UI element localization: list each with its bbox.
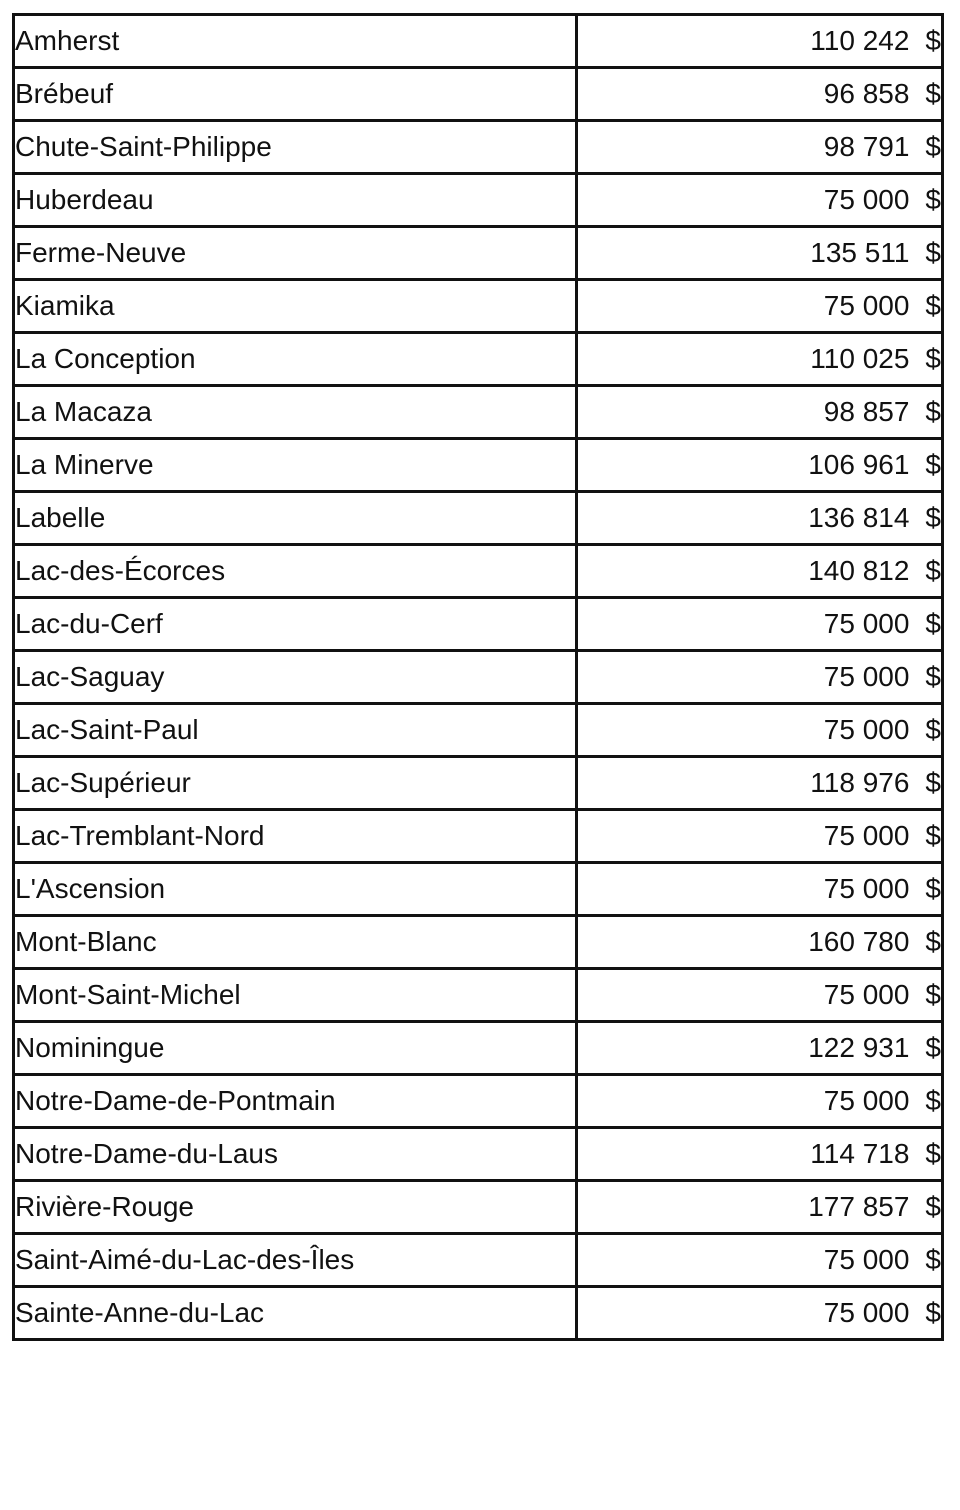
amount-value: 118 976: [810, 767, 910, 798]
municipality-name-cell: Brébeuf: [14, 68, 577, 121]
municipality-name-cell: Chute-Saint-Philippe: [14, 121, 577, 174]
amount-value: 140 812: [808, 555, 910, 586]
municipality-name-cell: La Minerve: [14, 439, 577, 492]
amount-cell: [577, 545, 943, 598]
table-row: [14, 121, 943, 174]
amount-value: 75 000: [823, 1085, 910, 1116]
table-row: [14, 227, 943, 280]
municipality-name-cell: Ferme-Neuve: [14, 227, 577, 280]
amount-cell: [577, 492, 943, 545]
currency-symbol: $: [925, 767, 941, 798]
municipality-name-cell: Lac-Supérieur: [14, 757, 577, 810]
currency-symbol: $: [925, 237, 941, 268]
amount-value: 135 511: [810, 237, 910, 268]
currency-symbol: $: [925, 78, 941, 109]
amount-value: 106 961: [808, 449, 910, 480]
amount-value: 177 857: [808, 1191, 910, 1222]
municipality-name-cell: La Macaza: [14, 386, 577, 439]
municipality-name-cell: Notre-Dame-de-Pontmain: [14, 1075, 577, 1128]
amount-value: 136 814: [808, 502, 910, 533]
currency-symbol: $: [925, 661, 941, 692]
currency-symbol: $: [925, 926, 941, 957]
municipality-name-cell: Lac-Tremblant-Nord: [14, 810, 577, 863]
amount-value: 98 791: [823, 131, 910, 162]
table-row: [14, 68, 943, 121]
amount-cell: [577, 1287, 943, 1340]
amount-value: 122 931: [808, 1032, 910, 1063]
amount-cell: [577, 1181, 943, 1234]
amount-value: 96 858: [823, 78, 910, 109]
table-row: [14, 810, 943, 863]
amount-value: 75 000: [823, 979, 910, 1010]
table-row: [14, 1181, 943, 1234]
table-row: [14, 439, 943, 492]
amount-cell: [577, 280, 943, 333]
amount-value: 114 718: [810, 1138, 910, 1169]
amount-value: 110 025: [810, 343, 910, 374]
municipality-name-cell: Lac-du-Cerf: [14, 598, 577, 651]
municipality-name-cell: Kiamika: [14, 280, 577, 333]
municipality-name-cell: Saint-Aimé-du-Lac-des-Îles: [14, 1234, 577, 1287]
municipality-amount-table: [12, 13, 944, 1341]
amount-value: 75 000: [823, 1244, 910, 1275]
table-row: [14, 863, 943, 916]
table-row: [14, 386, 943, 439]
currency-symbol: $: [925, 290, 941, 321]
table-row: [14, 333, 943, 386]
currency-symbol: $: [925, 1032, 941, 1063]
amount-value: 98 857: [823, 396, 910, 427]
table-row: [14, 1128, 943, 1181]
currency-symbol: $: [925, 131, 941, 162]
municipality-name-cell: Mont-Blanc: [14, 916, 577, 969]
amount-cell: [577, 174, 943, 227]
table-row: [14, 651, 943, 704]
amount-cell: [577, 598, 943, 651]
amount-cell: [577, 863, 943, 916]
currency-symbol: $: [925, 1138, 941, 1169]
municipality-name-cell: Amherst: [14, 15, 577, 68]
municipality-name-cell: Rivière-Rouge: [14, 1181, 577, 1234]
currency-symbol: $: [925, 873, 941, 904]
amount-cell: [577, 1234, 943, 1287]
amount-cell: [577, 704, 943, 757]
amount-cell: [577, 651, 943, 704]
amount-cell: [577, 916, 943, 969]
currency-symbol: $: [925, 343, 941, 374]
currency-symbol: $: [925, 25, 941, 56]
currency-symbol: $: [925, 1244, 941, 1275]
currency-symbol: $: [925, 608, 941, 639]
amount-value: 75 000: [823, 714, 910, 745]
amount-value: 75 000: [823, 661, 910, 692]
table-row: [14, 492, 943, 545]
amount-cell: [577, 439, 943, 492]
amount-value: 75 000: [823, 290, 910, 321]
municipality-name-cell: Labelle: [14, 492, 577, 545]
amount-value: 75 000: [823, 1297, 910, 1328]
municipality-name-cell: L'Ascension: [14, 863, 577, 916]
currency-symbol: $: [925, 184, 941, 215]
municipality-name-cell: Mont-Saint-Michel: [14, 969, 577, 1022]
table-body: [14, 15, 943, 1340]
currency-symbol: $: [925, 502, 941, 533]
amount-cell: [577, 333, 943, 386]
amount-value: 160 780: [808, 926, 910, 957]
table-row: [14, 280, 943, 333]
amount-value: 75 000: [823, 820, 910, 851]
currency-symbol: $: [925, 1191, 941, 1222]
table-row: [14, 969, 943, 1022]
municipality-name-cell: Notre-Dame-du-Laus: [14, 1128, 577, 1181]
amount-cell: [577, 1128, 943, 1181]
municipality-name-cell: La Conception: [14, 333, 577, 386]
table-row: [14, 15, 943, 68]
municipality-name-cell: Nominingue: [14, 1022, 577, 1075]
municipality-name-cell: Huberdeau: [14, 174, 577, 227]
currency-symbol: $: [925, 396, 941, 427]
table-row: [14, 1022, 943, 1075]
amount-cell: [577, 1022, 943, 1075]
currency-symbol: $: [925, 449, 941, 480]
amount-value: 75 000: [823, 608, 910, 639]
amount-cell: [577, 757, 943, 810]
amount-cell: [577, 1075, 943, 1128]
table-row: [14, 174, 943, 227]
amount-cell: [577, 810, 943, 863]
table-row: [14, 916, 943, 969]
amount-value: 110 242: [810, 25, 910, 56]
table-row: [14, 1075, 943, 1128]
municipality-name-cell: Lac-Saint-Paul: [14, 704, 577, 757]
table-row: [14, 598, 943, 651]
amount-cell: [577, 15, 943, 68]
currency-symbol: $: [925, 820, 941, 851]
amount-cell: [577, 68, 943, 121]
amount-cell: [577, 121, 943, 174]
table-row: [14, 545, 943, 598]
municipality-name-cell: Sainte-Anne-du-Lac: [14, 1287, 577, 1340]
currency-symbol: $: [925, 979, 941, 1010]
municipality-name-cell: Lac-des-Écorces: [14, 545, 577, 598]
currency-symbol: $: [925, 1297, 941, 1328]
amount-value: 75 000: [823, 873, 910, 904]
table-row: [14, 1287, 943, 1340]
amount-cell: [577, 386, 943, 439]
amount-cell: [577, 969, 943, 1022]
table-row: [14, 1234, 943, 1287]
amount-value: 75 000: [823, 184, 910, 215]
currency-symbol: $: [925, 555, 941, 586]
currency-symbol: $: [925, 714, 941, 745]
municipality-name-cell: Lac-Saguay: [14, 651, 577, 704]
table-row: [14, 757, 943, 810]
amount-cell: [577, 227, 943, 280]
table-row: [14, 704, 943, 757]
currency-symbol: $: [925, 1085, 941, 1116]
